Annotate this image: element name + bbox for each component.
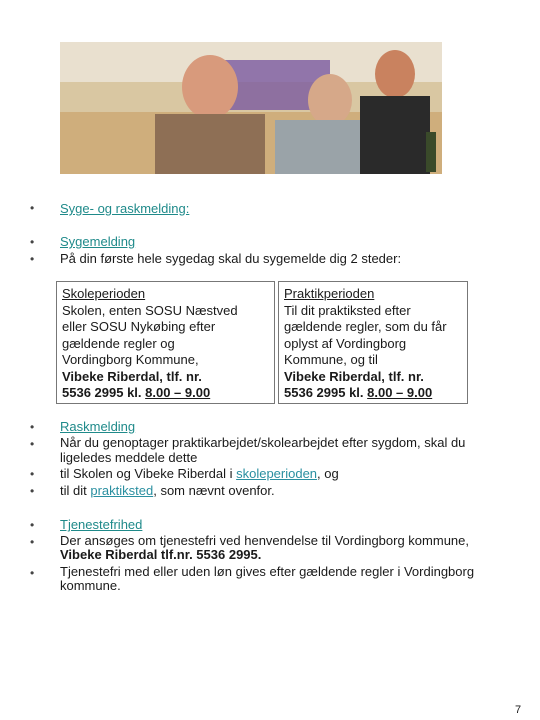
raskmelding-line: ligeledes meddele dette	[60, 450, 198, 465]
section-heading-raskmelding: Raskmelding	[60, 419, 136, 434]
school-period-box	[56, 281, 275, 404]
sygemelding-text: På din første hele sygedag skal du sygemelde dig 2 steder:	[60, 251, 402, 266]
tjenestefrihed-line: Der ansøges om tjenestefri ved henvendelse til Vordingborg kommune,	[60, 533, 469, 548]
practice-period-line: oplyst af Vordingborg	[284, 335, 407, 351]
header-photo	[60, 42, 442, 174]
bullet: •	[30, 467, 35, 481]
school-period-line: gældende regler og	[62, 335, 175, 351]
practice-period-hours: 8.00 – 9.00	[367, 385, 433, 400]
practice-period-title: Praktikperioden	[284, 286, 375, 301]
bullet: •	[30, 252, 35, 266]
school-period-hours: 8.00 – 9.00	[145, 385, 211, 400]
practice-period-line: Kommune, og til	[284, 352, 378, 367]
practice-period-line: gældende regler, som du får	[284, 319, 447, 334]
bullet: •	[30, 566, 35, 580]
practice-period-phone: 5536 2995 kl. 8.00 – 9.00	[284, 385, 433, 400]
section-heading-sygemelding: Sygemelding	[60, 234, 136, 249]
bullet: •	[30, 420, 35, 434]
bullet: •	[30, 201, 35, 215]
section-heading-syge-raskmelding: Syge- og raskmelding:	[60, 201, 190, 216]
raskmelding-line-practice: til dit praktiksted, som nævnt ovenfor.	[60, 483, 275, 498]
bullet: •	[30, 235, 35, 249]
skoleperioden-link[interactable]: skoleperioden	[236, 466, 318, 481]
section-heading-tjenestefrihed: Tjenestefrihed	[60, 517, 143, 532]
practice-period-line: Til dit praktiksted efter	[284, 302, 411, 318]
raskmelding-line: Når du genoptager praktikarbejdet/skolearbejdet efter sygdom, skal du	[60, 435, 466, 450]
practice-period-contact: Vibeke Riberdal, tlf. nr.	[284, 368, 424, 384]
school-period-line: Skolen, enten SOSU Næstved	[62, 302, 238, 318]
school-period-line: eller SOSU Nykøbing efter	[62, 319, 216, 334]
practice-period-box	[278, 281, 468, 404]
tjenestefrihed-contact: Vibeke Riberdal tlf.nr. 5536 2995.	[60, 547, 262, 562]
raskmelding-line-school: til Skolen og Vibeke Riberdal i skoleperioden, og	[60, 466, 339, 481]
page-number: 7	[515, 704, 522, 716]
praktiksted-link[interactable]: praktiksted	[90, 483, 154, 498]
bullet: •	[30, 437, 35, 451]
school-period-title: Skoleperioden	[62, 286, 146, 301]
school-period-line: Vordingborg Kommune,	[62, 352, 199, 367]
bullet: •	[30, 535, 35, 549]
tjenestefrihed-line: kommune.	[60, 578, 121, 593]
bullet: •	[30, 484, 35, 498]
tjenestefrihed-line: Tjenestefri med eller uden løn gives efter gældende regler i Vordingborg	[60, 564, 475, 579]
bullet: •	[30, 518, 35, 532]
school-period-contact: Vibeke Riberdal, tlf. nr.	[62, 368, 202, 384]
school-period-phone: 5536 2995 kl. 8.00 – 9.00	[62, 385, 211, 400]
